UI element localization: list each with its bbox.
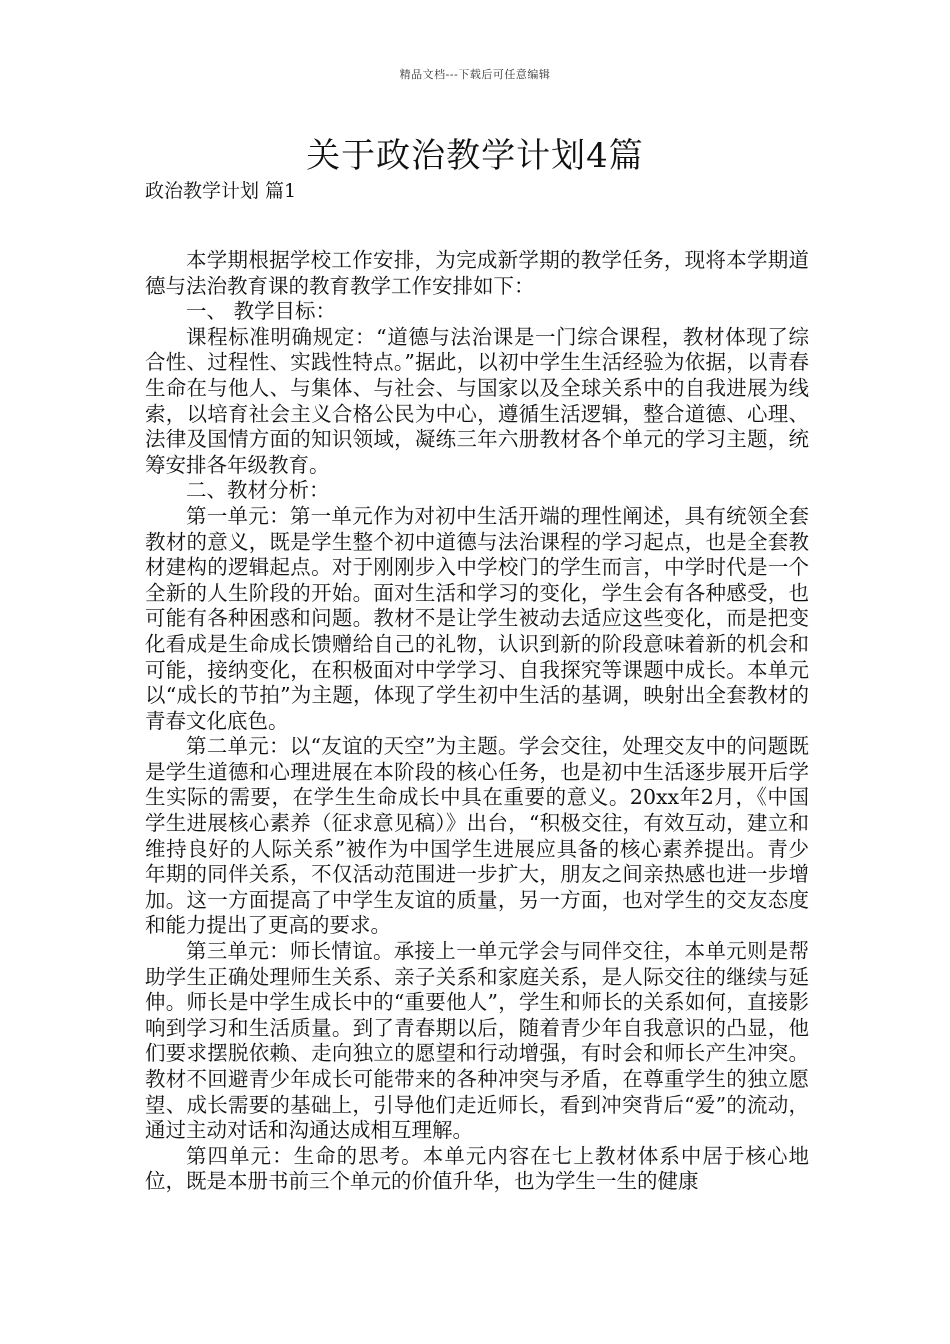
paragraph-unit-2: 第二单元：以“友谊的天空”为主题。学会交往，处理交友中的问题既是学生道德和心理进展在本阶段的核心任务，也是初中生活逐步展开后学生实际的需要，在学生生命成长中具在重要的意义。20xx年2月，《中国学生进展核心素养（征求意见稿）》出台，“积极交往，有效互动，建立和维持良好的人际关系”被作为中国学生进展应具备的核心素养提出。青少年期的同伴关系，不仅活动范围进一步扩大，朋友之间亲热感也进一步增加。这一方面提高了中学生友谊的质量，另一方面，也对学生的交友态度和能力提出了更高的要求。 xyxy=(145,734,809,938)
paragraph-intro: 本学期根据学校工作安排，为完成新学期的教学任务，现将本学期道德与法治教育课的教育教学工作安排如下： xyxy=(145,248,809,298)
paragraph-heading-analysis: 二、教材分析： xyxy=(186,478,330,503)
paragraph-goals: 课程标准明确规定：“道德与法治课是一门综合课程，教材体现了综合性、过程性、实践性特点。”据此，以初中学生生活经验为依据，以青春生命在与他人、与集体、与社会、与国家以及全球关系中的自我进展为线索，以培育社会主义合格公民为中心，遵循生活逻辑，整合道德、心理、法律及国情方面的知识领域，凝练三年六册教材各个单元的学习主题，统筹安排各年级教育。 xyxy=(145,324,809,477)
document-title: 关于政治教学计划4篇 xyxy=(306,136,644,176)
paragraph-unit-3: 第三单元：师长情谊。承接上一单元学会与同伴交往，本单元则是帮助学生正确处理师生关系、亲子关系和家庭关系，是人际交往的继续与延伸。师长是中学生成长中的“重要他人”，学生和师长的关系如何，直接影响到学习和生活质量。到了青春期以后，随着青少年自我意识的凸显，他们要求摆脱依赖、走向独立的愿望和行动增强，有时会和师长产生冲突。教材不回避青少年成长可能带来的各种冲突与矛盾，在尊重学生的独立愿望、成长需要的基础上，引导他们走近师长，看到冲突背后“爱”的流动，通过主动对话和沟通达成相互理解。 xyxy=(145,939,809,1143)
header-note: 精品文档---下载后可任意编辑 xyxy=(399,68,551,81)
section-heading: 政治教学计划 篇1 xyxy=(145,180,297,202)
paragraph-heading-goals: 一、 教学目标： xyxy=(186,299,337,324)
paragraph-unit-1: 第一单元：第一单元作为对初中生活开端的理性阐述，具有统领全套教材的意义，既是学生整个初中道德与法治课程的学习起点，也是全套教材建构的逻辑起点。对于刚刚步入中学校门的学生而言，中学时代是一个全新的人生阶段的开始。面对生活和学习的变化，学生会有各种感受，也可能有各种困惑和问题。教材不是让学生被动去适应这些变化，而是把变化看成是生命成长馈赠给自己的礼物，认识到新的阶段意味着新的机会和可能，接纳变化，在积极面对中学学习、自我探究等课题中成长。本单元以“成长的节拍”为主题，体现了学生初中生活的基调，映射出全套教材的青春文化底色。 xyxy=(145,503,809,733)
paragraph-unit-4: 第四单元：生命的思考。本单元内容在七上教材体系中居于核心地位，既是本册书前三个单元的价值升华，也为学生一生的健康 xyxy=(145,1143,809,1194)
document-body xyxy=(145,248,809,1195)
